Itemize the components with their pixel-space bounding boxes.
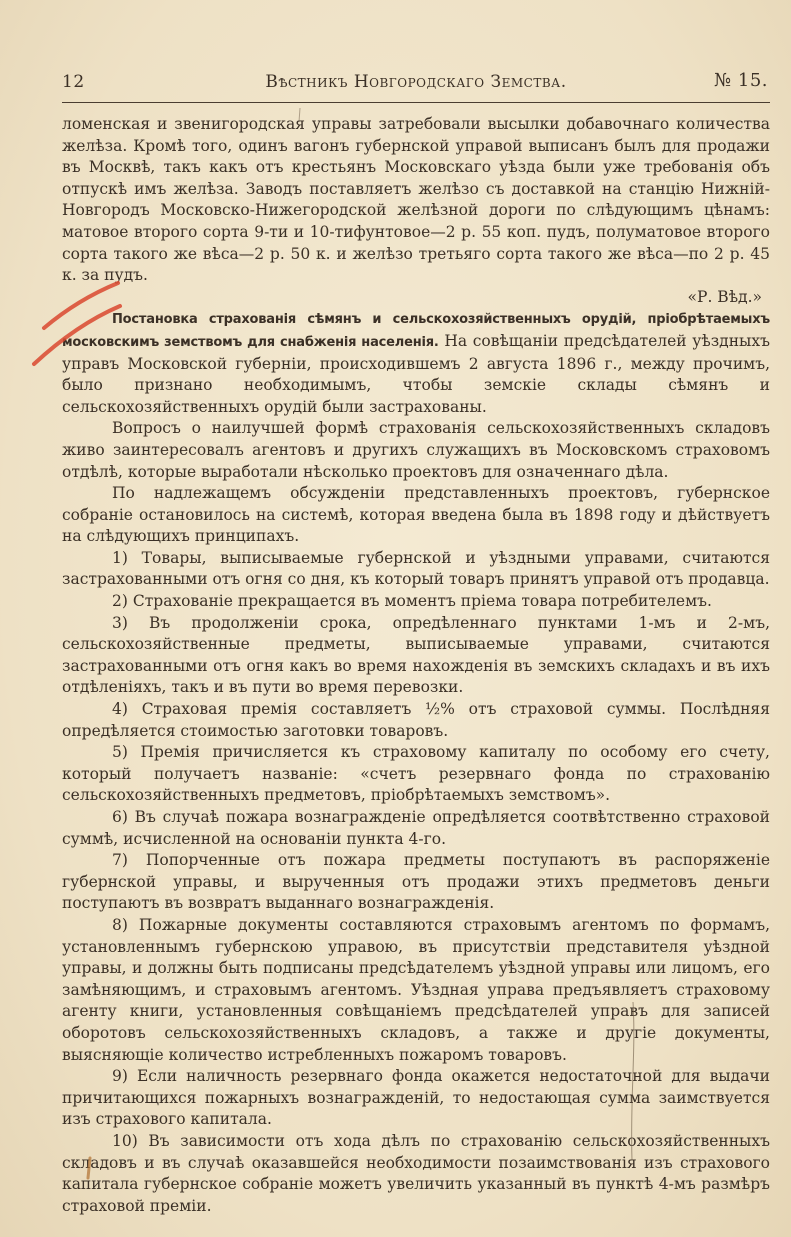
article-paragraph: 10) Въ зависимости отъ хода дѣлъ по страхованію сельскохозяйственныхъ складовъ и въ случаѣ оказавшейся необходимости позаимствованія изъ страхового капитала губернское собраніе можетъ увеличить указанный въ пунктѣ 4-мъ размѣръ страховой преміи. bbox=[62, 1131, 770, 1215]
article-paragraph: 7) Попорченные отъ пожара предметы поступаютъ въ распоряженіе губернской управы, и вырученныя отъ продажи этихъ предметовъ деньги поступаютъ въ возвратъ выданнаго вознагражденія. bbox=[62, 851, 770, 913]
article-paragraph: 6) Въ случаѣ пожара вознагражденіе опредѣляется соотвѣтственно страховой суммѣ, исчисленной на основаніи пункта 4-го. bbox=[62, 808, 770, 848]
article-paragraph: 2) Страхованіе прекращается въ моментъ пріема товара потребителемъ. bbox=[112, 592, 712, 611]
page-number: 12 bbox=[62, 72, 85, 92]
text-body bbox=[62, 114, 770, 1217]
article-paragraph: 4) Страховая премія составляетъ ½% отъ страховой суммы. Послѣдняя опредѣляется стоимостью заготовки товаровъ. bbox=[62, 700, 770, 740]
article-lead-paragraph bbox=[62, 308, 770, 418]
article-lead: На совѣщаніи предсѣдателей уѣздныхъ управъ Московской губерніи, происходившемъ 2 августа 1896 г., между прочимъ, было признано необходимымъ, чтобы земскіе склады сѣмянъ и сельскохозяйственныхъ орудій были застрахованы. bbox=[62, 331, 770, 416]
running-header bbox=[62, 66, 770, 98]
article-paragraph: Вопросъ о наилучшей формѣ страхованія сельскохозяйственныхъ складовъ живо заинтересовалъ агентовъ и другихъ служащихъ въ Московскомъ страховомъ отдѣлѣ, которые выработали нѣсколько проектовъ для означеннаго дѣла. bbox=[62, 419, 770, 481]
header-rule bbox=[62, 102, 770, 103]
article-paragraph: По надлежащемъ обсужденіи представленныхъ проектовъ, губернское собраніе остановилось на системѣ, которая введена была въ 1898 году и дѣйствуетъ на слѣдующихъ принципахъ. bbox=[62, 484, 770, 546]
issue-number: № 15. bbox=[714, 70, 768, 91]
article-paragraph: 3) Въ продолженіи срока, опредѣленнаго пунктами 1-мъ и 2-мъ, сельскохозяйственные предметы, выписываемые управами, считаются застрахованными отъ огня какъ во время нахожденія въ земскихъ складахъ и въ ихъ отдѣленіяхъ, такъ и въ пути во время перевозки. bbox=[62, 613, 770, 697]
article-paragraph: 8) Пожарные документы составляются страховымъ агентомъ по формамъ, установленнымъ губернскою управою, въ присутствіи представителя уѣздной управы, и должны быть подписаны предсѣдателемъ уѣздной управы или лицомъ, его замѣняющимъ, и страховымъ агентомъ. Уѣздная управа предъявляетъ страховому агенту книги, установленныя совѣщаніемъ предсѣдателей управъ для записей оборотовъ сельскохозяйственныхъ складовъ, а также и другіе документы, выясняющіе количество истребленныхъ пожаромъ товаровъ. bbox=[62, 915, 770, 1064]
journal-title: Вѣстникъ Новгородскаго Земства. bbox=[265, 72, 567, 92]
article-paragraph: 1) Товары, выписываемые губернской и уѣздными управами, считаются застрахованными отъ огня со дня, къ который товаръ принятъ управой отъ продавца. bbox=[62, 548, 770, 589]
article-title: Постановка страхованія сѣмянъ и сельскохозяйственныхъ орудій, пріобрѣтаемыхъ московскимъ земствомъ для снабженія населенія. bbox=[62, 312, 770, 350]
article-paragraph: 9) Если наличность резервнаго фонда окажется недостаточной для выдачи причитающихся пожарныхъ вознагражденій, то недостающая сумма заимствуется изъ страхового капитала. bbox=[62, 1067, 770, 1129]
source-signature: «Р. Вѣд.» bbox=[687, 287, 762, 306]
article-paragraph: 5) Премія причисляется къ страховому капиталу по особому его счету, который получаетъ названіе: «счетъ резервнаго фонда по страхованію сельскохозяйственныхъ предметовъ, пріобрѣтаемыхъ земствомъ». bbox=[62, 743, 770, 805]
intro-paragraph: ломенская и звенигородская управы затребовали высылки добавочнаго количества желѣза. Кромѣ того, одинъ вагонъ губернской управой выписанъ былъ для продажи въ Москвѣ, такъ какъ отъ крестьянъ Московскаго уѣзда были уже требованія объ отпускѣ имъ желѣза. Заводъ поставляетъ желѣзо съ доставкой на станцію Нижній-Новгородъ Московско-Нижегородской желѣзной дороги по слѣдующимъ цѣнамъ: матовое второго сорта 9-ти и 10-тифунтовое—2 р. 55 коп. пудъ, полуматовое второго сорта такого же вѣса—2 р. 50 к. и желѣзо третьяго сорта такого же вѣса—по 2 р. 45 к. за пудъ. bbox=[62, 115, 770, 285]
